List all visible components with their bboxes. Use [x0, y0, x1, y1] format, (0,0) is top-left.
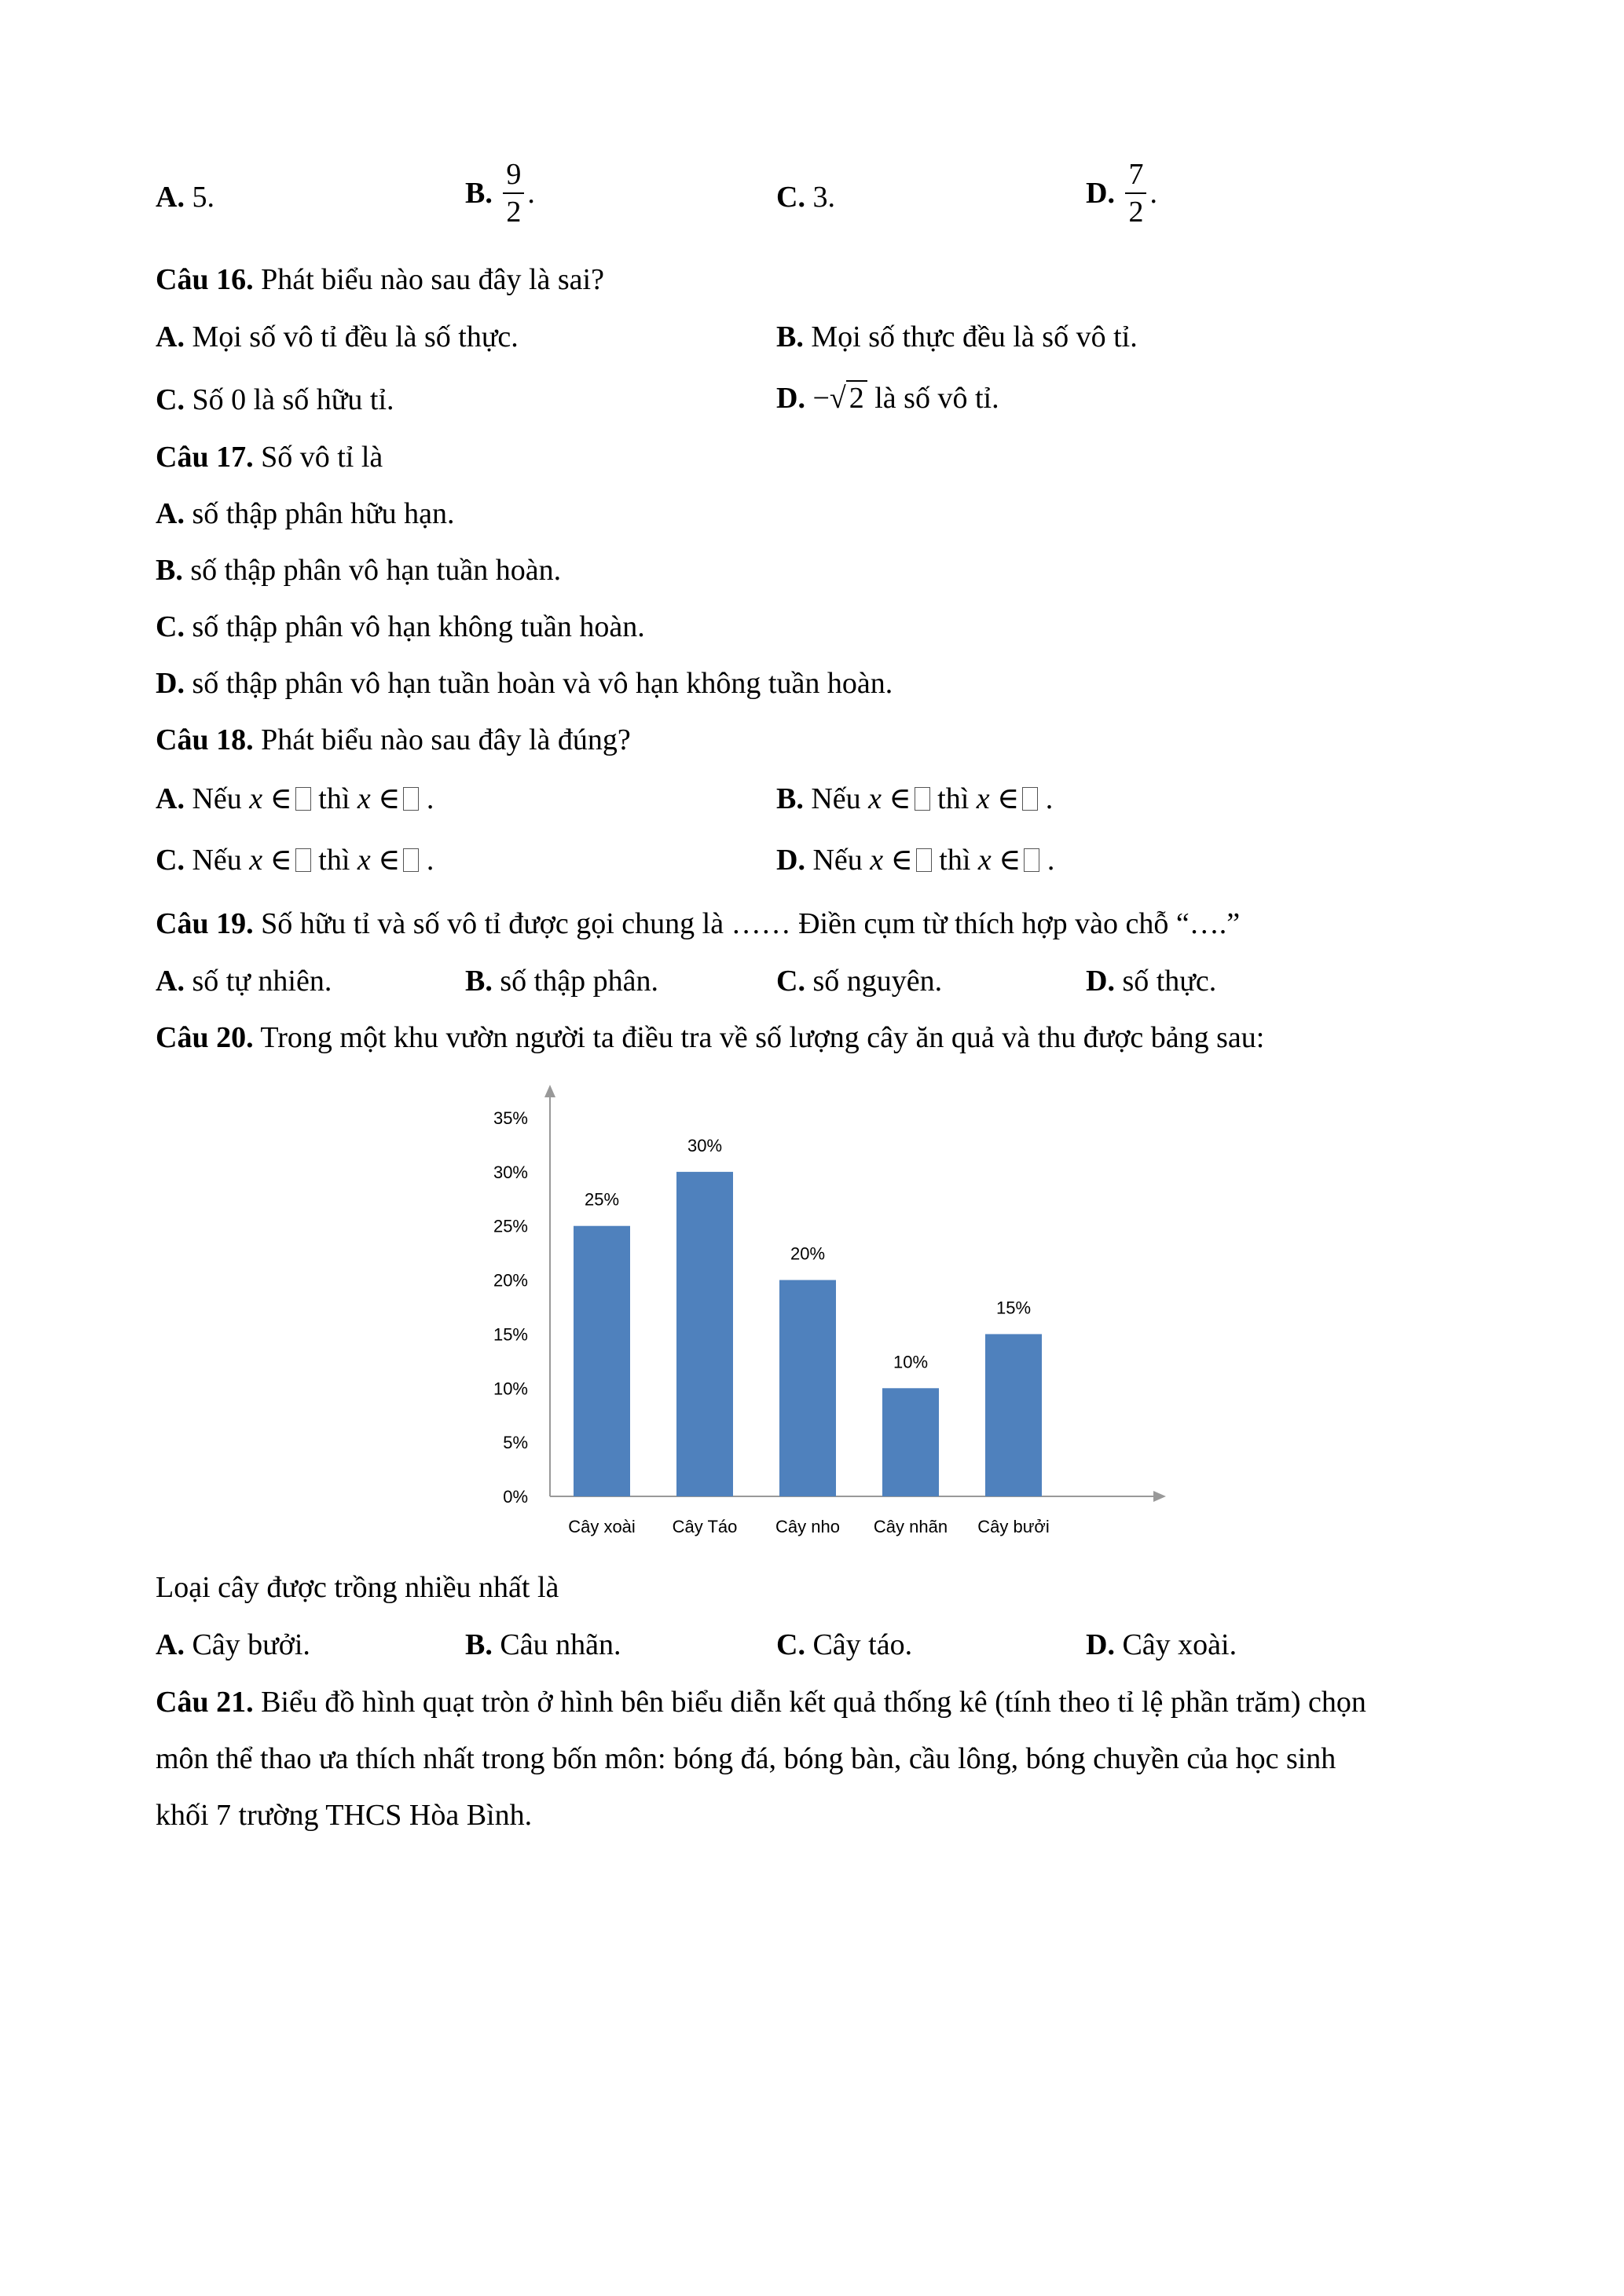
bar: [676, 1172, 733, 1496]
bar: [574, 1226, 630, 1496]
y-axis-arrow: [544, 1085, 555, 1097]
data-label: 20%: [790, 1243, 826, 1264]
q19-stem: Câu 19. Số hữu tỉ và số vô tỉ được gọi chung là …… Điền cụm từ thích hợp vào chỗ “….”: [156, 907, 1241, 940]
q16-option-b: B. Mọi số thực đều là số vô tỉ.: [776, 320, 1138, 353]
fraction: $\frac{7}{2}$: [1125, 159, 1146, 227]
square-root: √ 2: [830, 383, 867, 413]
set-symbol-placeholder: [916, 848, 932, 872]
q20-stem: Câu 20. Trong một khu vườn người ta điều tra về số lượng cây ăn quả và thu được bảng sau:: [156, 1021, 1265, 1054]
q18-option-d: D. Nếu x ∈ thì x ∈ .: [776, 844, 1055, 877]
q21-stem-line1: Câu 21. Biểu đồ hình quạt tròn ở hình bên biểu diễn kết quả thống kê (tính theo tỉ lệ phần trăm) chọn: [156, 1686, 1366, 1719]
data-label: 15%: [995, 1298, 1032, 1318]
q19-option-d: D. số thực.: [1086, 965, 1217, 998]
q18-option-c: C. Nếu x ∈ thì x ∈ .: [156, 844, 434, 877]
y-tick-label: 0%: [503, 1487, 528, 1507]
data-label: 30%: [687, 1135, 723, 1155]
q16-option-d: D. −√ 2 là số vô tỉ.: [776, 382, 999, 415]
bar: [779, 1280, 836, 1496]
q16-option-a: A. Mọi số vô tỉ đều là số thực.: [156, 320, 519, 353]
q15-option-a: A. 5.: [156, 181, 214, 214]
x-axis-arrow: [1153, 1491, 1166, 1502]
data-label: 25%: [584, 1189, 620, 1210]
q18-stem: Câu 18. Phát biểu nào sau đây là đúng?: [156, 723, 631, 756]
bar-chart: [471, 1072, 1179, 1559]
bar: [985, 1334, 1042, 1496]
y-tick-label: 35%: [493, 1108, 528, 1128]
q16-stem: Câu 16. Phát biểu nào sau đây là sai?: [156, 263, 604, 296]
q17-option-a: A. số thập phân hữu hạn.: [156, 497, 455, 530]
set-symbol-placeholder: [295, 787, 311, 811]
q20-option-b: B. Câu nhãn.: [465, 1628, 621, 1661]
q18-option-b: B. Nếu x ∈ thì x ∈ .: [776, 782, 1054, 815]
bar: [882, 1388, 939, 1496]
x-tick-label: Cây nho: [775, 1517, 840, 1536]
set-symbol-placeholder: [915, 787, 930, 811]
x-tick-label: Cây Táo: [672, 1517, 738, 1536]
q18-option-a: A. Nếu x ∈ thì x ∈ .: [156, 782, 434, 815]
set-symbol-placeholder: [403, 848, 419, 872]
q17-option-d: D. số thập phân vô hạn tuần hoàn và vô hạn không tuần hoàn.: [156, 667, 893, 700]
q15-option-b: B. $\frac{9}{2}$ .: [465, 158, 535, 229]
x-tick-label: Cây xoài: [568, 1517, 636, 1536]
y-tick-label: 5%: [503, 1433, 528, 1453]
q20-question: Loại cây được trồng nhiều nhất là: [156, 1571, 559, 1604]
q19-option-c: C. số nguyên.: [776, 965, 943, 998]
q19-option-b: B. số thập phân.: [465, 965, 658, 998]
q19-option-a: A. số tự nhiên.: [156, 965, 332, 998]
y-tick-label: 20%: [493, 1270, 528, 1291]
q20-option-d: D. Cây xoài.: [1086, 1628, 1237, 1661]
q15-option-c: C. 3.: [776, 181, 835, 214]
y-tick-label: 25%: [493, 1216, 528, 1236]
set-symbol-placeholder: [403, 787, 419, 811]
fraction: $\frac{9}{2}$: [503, 159, 524, 227]
q15-option-d: D. $\frac{7}{2}$ .: [1086, 158, 1157, 229]
q21-stem-line3: khối 7 trường THCS Hòa Bình.: [156, 1799, 533, 1832]
q17-option-b: B. số thập phân vô hạn tuần hoàn.: [156, 554, 562, 587]
q21-stem-line2: môn thể thao ưa thích nhất trong bốn môn: bóng đá, bóng bàn, cầu lông, bóng chuyền của học sinh: [156, 1742, 1336, 1775]
q17-stem: Câu 17. Số vô tỉ là: [156, 441, 383, 474]
x-tick-label: Cây nhãn: [873, 1517, 948, 1536]
q16-option-c: C. Số 0 là số hữu tỉ.: [156, 383, 394, 416]
q17-option-c: C. số thập phân vô hạn không tuần hoàn.: [156, 610, 645, 643]
x-tick-label: Cây bưởi: [977, 1517, 1050, 1536]
q20-option-a: A. Cây bưởi.: [156, 1628, 310, 1661]
set-symbol-placeholder: [1024, 848, 1039, 872]
set-symbol-placeholder: [1022, 787, 1038, 811]
q20-option-c: C. Cây táo.: [776, 1628, 913, 1661]
y-tick-label: 10%: [493, 1379, 528, 1399]
data-label: 10%: [893, 1352, 929, 1372]
y-tick-label: 15%: [493, 1324, 528, 1345]
set-symbol-placeholder: [295, 848, 311, 872]
y-tick-label: 30%: [493, 1162, 528, 1182]
